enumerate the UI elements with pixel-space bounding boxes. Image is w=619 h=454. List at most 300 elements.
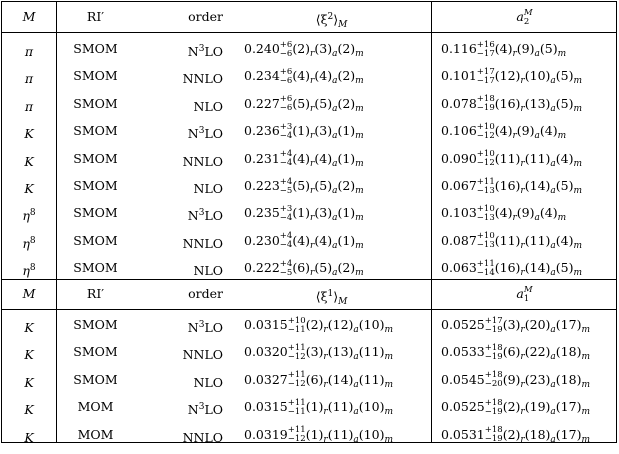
xi-moment-err-m-label: m	[384, 352, 393, 363]
table-row	[2, 172, 616, 200]
xi-moment-err-a-label: a	[332, 268, 338, 279]
order-cell	[135, 393, 232, 421]
gegenbauer-moment-err-r: (3)	[502, 317, 521, 332]
gegenbauer-moment-asym-error	[477, 123, 495, 141]
gegenbauer-moment-err-m: (5)	[555, 178, 574, 193]
order-base: NNLO	[182, 153, 223, 169]
table-row	[2, 366, 616, 394]
gegenbauer-moment-err-m-label: m	[581, 352, 590, 363]
header-m: M	[22, 286, 36, 301]
gegenbauer-moment-err-a-label: a	[550, 352, 556, 363]
xi-moment-err-r-label: r	[310, 213, 315, 224]
meson-symbol: K	[24, 153, 34, 169]
gegenbauer-moment-central: 0.106	[441, 123, 477, 139]
order-base: NNLO	[182, 71, 223, 87]
gegenbauer-moment-central: 0.103	[441, 205, 477, 221]
order-cell	[135, 62, 232, 90]
row-divider	[2, 32, 616, 33]
gegenbauer-moment-err-r-label: r	[520, 434, 525, 445]
scheme-cell: SMOM	[73, 150, 118, 166]
xi-moment-err-m: (10)	[358, 399, 385, 415]
xi-moment-central: 0.0319	[244, 426, 288, 442]
xi-moment-central: 0.0315	[244, 399, 288, 415]
order-tail: LO	[204, 126, 223, 142]
order-cell	[135, 254, 232, 282]
meson-cell	[2, 311, 56, 339]
gegenbauer-moment-asym-error	[485, 399, 503, 417]
gegenbauer-moment-asym-error	[477, 205, 495, 223]
gegenbauer-moment-err-m-label: m	[573, 76, 583, 87]
xi-moment-err-m: (11)	[358, 371, 385, 387]
gegenbauer-moment-err-r-label: r	[520, 379, 525, 390]
meson-cell	[2, 117, 56, 145]
xi-moment	[232, 227, 431, 255]
xi-moment-asym-error	[288, 426, 306, 444]
gegenbauer-moment-err-up: +10	[476, 149, 495, 160]
xi-moment	[232, 421, 431, 449]
xi-moment-err-down: −4	[279, 130, 293, 141]
xi-moment-err-a-label: a	[353, 325, 359, 335]
header-a-sub: 2	[523, 16, 530, 27]
gegenbauer-moment-err-a: (18)	[524, 426, 551, 442]
xi-moment-err-r: (1)	[305, 399, 324, 415]
xi-moment-err-r: (1)	[305, 426, 324, 442]
meson-sup: 8	[29, 263, 36, 274]
xi-moment-err-r: (4)	[292, 232, 311, 248]
xi-moment-err-m: (2)	[337, 95, 356, 111]
gegenbauer-moment	[431, 421, 618, 449]
xi-moment-err-r: (5)	[292, 95, 311, 111]
meson-symbol: K	[24, 429, 34, 445]
meson-sup: 8	[29, 208, 36, 219]
gegenbauer-moment-err-m-label: m	[581, 407, 590, 418]
xi-moment-err-a: (11)	[327, 399, 354, 415]
xi-moment-err-a: (3)	[314, 41, 333, 56]
order-cell	[135, 311, 232, 339]
table-row	[2, 90, 616, 118]
gegenbauer-moment-err-a-label: a	[550, 103, 556, 114]
xi-moment-err-a: (4)	[314, 150, 333, 166]
xi-moment-err-m-label: m	[355, 213, 364, 224]
xi-moment-err-r-label: r	[310, 268, 315, 279]
gegenbauer-moment-err-down: −12	[476, 158, 495, 169]
row-divider	[2, 309, 616, 310]
order-sup: 3	[198, 208, 205, 219]
xi-moment-err-m-label: m	[355, 186, 364, 196]
xi-moment-err-down: −4	[279, 212, 293, 223]
xi-moment-err-r-label: r	[310, 240, 315, 251]
gegenbauer-moment-err-m-label: m	[581, 325, 590, 335]
gegenbauer-moment-err-a: (11)	[524, 150, 551, 166]
gegenbauer-moment-err-m: (5)	[555, 95, 574, 111]
gegenbauer-moment-err-down: −14	[476, 267, 495, 278]
gegenbauer-moment-err-down: −19	[484, 406, 503, 417]
gegenbauer-moment-err-r: (11)	[494, 150, 521, 166]
xi-moment-err-r: (6)	[292, 260, 311, 276]
xi-moment-err-m: (2)	[337, 178, 356, 193]
gegenbauer-moment-err-a-label: a	[550, 268, 556, 279]
xi-moment-err-a-label: a	[332, 186, 338, 196]
xi-moment-err-m: (1)	[337, 123, 356, 139]
gegenbauer-moment-err-r-label: r	[520, 240, 525, 251]
xi-moment-err-up: +4	[279, 149, 293, 160]
meson-symbol: K	[24, 181, 34, 196]
order-base: NLO	[193, 98, 223, 114]
xi-moment-err-up: +4	[279, 176, 293, 187]
xi-moment-err-r-label: r	[310, 49, 315, 59]
xi-moment-err-m-label: m	[384, 379, 393, 390]
gegenbauer-moment-err-r-label: r	[520, 158, 525, 169]
meson-symbol: π	[24, 71, 34, 87]
header-xi-open: ⟨ξ	[315, 12, 328, 27]
gegenbauer-moment-err-r-label: r	[520, 103, 525, 114]
xi-moment-err-a-label: a	[332, 76, 338, 87]
gegenbauer-moment-err-a: (13)	[524, 95, 551, 111]
header-a-indices	[524, 9, 533, 27]
order-cell	[135, 421, 232, 449]
order-sup: 3	[198, 402, 205, 413]
order-base: NNLO	[182, 429, 223, 445]
gegenbauer-moment	[431, 35, 618, 63]
xi-moment-asym-error	[280, 178, 293, 196]
order-base: N	[187, 402, 199, 418]
xi-moment	[232, 254, 431, 282]
gegenbauer-moment-err-m: (4)	[539, 205, 558, 221]
xi-moment-err-m-label: m	[355, 268, 364, 279]
gegenbauer-moment-err-a: (10)	[524, 68, 551, 84]
gegenbauer-moment-err-down: −13	[476, 212, 495, 223]
header-gegenbauer	[431, 280, 618, 308]
gegenbauer-moment-err-r: (4)	[494, 41, 513, 56]
xi-moment-err-r-label: r	[310, 158, 315, 169]
gegenbauer-moment-err-a: (23)	[524, 371, 551, 387]
scheme-cell: SMOM	[73, 344, 118, 360]
xi-moment	[232, 90, 431, 118]
xi-moment-err-up: +11	[287, 342, 306, 353]
xi-moment-err-a-label: a	[332, 103, 338, 114]
meson-cell	[2, 35, 56, 63]
xi-moment-err-a-label: a	[353, 407, 359, 418]
xi-moment-central: 0.0327	[244, 371, 288, 387]
scheme-cell: SMOM	[73, 260, 118, 276]
header-a: a	[516, 9, 524, 24]
xi-moment-err-up: +6	[279, 39, 293, 50]
gegenbauer-moment	[431, 172, 618, 200]
gegenbauer-moment-err-m-label: m	[573, 186, 583, 196]
xi-moment-err-a: (5)	[314, 260, 333, 276]
gegenbauer-moment-err-r: (16)	[494, 178, 521, 193]
gegenbauer-moment	[431, 366, 618, 394]
xi-moment-err-a: (12)	[327, 317, 354, 332]
xi-moment-err-up: +3	[279, 203, 293, 214]
gegenbauer-moment-err-m: (4)	[555, 232, 574, 248]
gegenbauer-moment-err-down: −19	[484, 324, 503, 335]
gegenbauer-moment-err-down: −13	[476, 185, 495, 196]
xi-moment-asym-error	[288, 344, 306, 362]
order-base: NLO	[193, 181, 223, 196]
gegenbauer-moment-err-up: +11	[476, 176, 495, 187]
xi-moment-err-up: +11	[287, 425, 306, 436]
gegenbauer-moment-err-a: (14)	[524, 260, 551, 276]
xi-moment-err-a-label: a	[353, 352, 359, 363]
xi-moment-err-r-label: r	[323, 325, 328, 335]
table-row	[2, 145, 616, 173]
scheme-cell: SMOM	[73, 123, 118, 139]
order-cell	[135, 199, 232, 227]
header-a-sup: M	[523, 7, 533, 18]
gegenbauer-moment-err-a-label: a	[534, 213, 540, 224]
gegenbauer-moment	[431, 227, 618, 255]
xi-moment-err-a: (5)	[314, 95, 333, 111]
order-base: N	[187, 208, 199, 224]
xi-moment-err-m: (1)	[337, 150, 356, 166]
gegenbauer-moment-err-a: (20)	[524, 317, 551, 332]
gegenbauer-moment-err-m-label: m	[557, 213, 567, 224]
gegenbauer-moment-central: 0.0533	[441, 344, 485, 360]
gegenbauer-moment-err-m: (17)	[555, 426, 582, 442]
meson-cell	[2, 338, 56, 366]
xi-moment-central: 0.223	[244, 178, 280, 193]
xi-moment-err-a-label: a	[332, 49, 338, 59]
xi-moment-err-down: −11	[287, 406, 306, 417]
xi-moment-asym-error	[280, 260, 293, 278]
xi-moment-err-a: (13)	[327, 344, 354, 360]
meson-cell	[2, 421, 56, 449]
gegenbauer-moment-err-a: (19)	[524, 399, 551, 415]
gegenbauer-moment-central: 0.0545	[441, 371, 485, 387]
meson-symbol: π	[24, 44, 34, 59]
gegenbauer-moment-asym-error	[477, 68, 495, 86]
xi-moment-err-down: −11	[287, 324, 306, 335]
xi-moment-central: 0.235	[244, 205, 280, 221]
gegenbauer-moment-err-a: (11)	[524, 232, 551, 248]
gegenbauer-moment-err-r: (9)	[502, 371, 521, 387]
gegenbauer-moment-central: 0.0531	[441, 426, 485, 442]
xi-moment-asym-error	[288, 317, 306, 335]
xi-moment-err-a: (4)	[314, 232, 333, 248]
meson-symbol: K	[24, 347, 34, 363]
xi-moment	[232, 338, 431, 366]
order-cell	[135, 117, 232, 145]
gegenbauer-moment-err-down: −17	[476, 48, 495, 59]
gegenbauer-moment-err-m: (17)	[555, 399, 582, 415]
header-xi-power: 2	[327, 12, 334, 22]
xi-moment-err-up: +11	[287, 397, 306, 408]
gegenbauer-moment-err-m-label: m	[557, 49, 567, 59]
gegenbauer-moment-err-m-label: m	[573, 240, 583, 251]
gegenbauer-moment-asym-error	[477, 232, 495, 250]
xi-moment-err-down: −12	[287, 351, 306, 362]
gegenbauer-moment-err-r-label: r	[520, 268, 525, 279]
gegenbauer-moment-err-r: (16)	[494, 95, 521, 111]
order-base: N	[187, 320, 199, 335]
xi-moment-err-down: −6	[279, 48, 293, 59]
xi-moment-err-down: −5	[279, 185, 293, 196]
xi-moment-err-a: (3)	[314, 205, 333, 221]
order-sup: 3	[198, 320, 205, 330]
gegenbauer-moment-err-up: +16	[476, 39, 495, 50]
xi-moment-err-a: (3)	[314, 123, 333, 139]
header-row	[2, 280, 616, 308]
gegenbauer-moment-err-a-label: a	[550, 186, 556, 196]
gegenbauer-moment-err-up: +10	[476, 231, 495, 242]
xi-moment-err-r-label: r	[310, 186, 315, 196]
xi-moment-err-a: (4)	[314, 68, 333, 84]
header-xi-close: ⟩	[333, 12, 339, 27]
gegenbauer-moment-err-a: (9)	[516, 41, 535, 56]
gegenbauer-moment-err-a-label: a	[550, 76, 556, 87]
scheme-cell: SMOM	[73, 205, 118, 221]
meson-symbol: K	[24, 126, 34, 142]
gegenbauer-moment-err-a: (14)	[524, 178, 551, 193]
xi-moment-err-m-label: m	[384, 325, 393, 335]
gegenbauer-moment-err-m-label: m	[581, 434, 590, 445]
header-ri: RI′	[86, 286, 105, 301]
xi-moment-err-r: (3)	[305, 344, 324, 360]
header-a-indices	[524, 286, 533, 304]
gegenbauer-moment-err-m-label: m	[557, 131, 567, 142]
header-xi-moment	[232, 280, 431, 308]
xi-moment-err-r: (2)	[292, 41, 311, 56]
gegenbauer-moment-err-up: +11	[476, 258, 495, 269]
gegenbauer-moment-err-a-label: a	[550, 325, 556, 335]
xi-moment-err-up: +11	[287, 370, 306, 381]
gegenbauer-moment-err-down: −12	[476, 130, 495, 141]
xi-moment-central: 0.231	[244, 150, 280, 166]
scheme-cell: MOM	[77, 426, 114, 442]
scheme-cell: SMOM	[73, 41, 118, 56]
gegenbauer-moment-central: 0.116	[441, 41, 477, 56]
gegenbauer-moment-asym-error	[477, 95, 495, 113]
gegenbauer-moment-err-m: (17)	[555, 317, 582, 332]
meson-symbol: K	[24, 320, 34, 335]
xi-moment-err-up: +3	[279, 121, 293, 132]
meson-symbol: K	[24, 402, 34, 418]
xi-moment-asym-error	[280, 123, 293, 141]
gegenbauer-moment-asym-error	[477, 260, 495, 278]
gegenbauer-moment-err-up: +17	[484, 315, 503, 326]
xi-moment-central: 0.0315	[244, 317, 288, 332]
gegenbauer-moment-err-down: −19	[484, 351, 503, 362]
xi-moment-err-a-label: a	[332, 158, 338, 169]
xi-moment-err-down: −6	[279, 103, 293, 114]
xi-moment-central: 0.236	[244, 123, 280, 139]
gegenbauer-moment	[431, 311, 618, 339]
gegenbauer-moment	[431, 145, 618, 173]
xi-moment-err-up: +10	[287, 315, 306, 326]
gegenbauer-moment-err-r: (16)	[494, 260, 521, 276]
xi-moment-err-down: −4	[279, 158, 293, 169]
results-table	[1, 1, 617, 443]
gegenbauer-moment-asym-error	[485, 371, 503, 389]
scheme-cell: SMOM	[73, 68, 118, 84]
header-a: a	[516, 286, 524, 301]
gegenbauer-moment-central: 0.087	[441, 232, 477, 248]
xi-moment-err-m-label: m	[355, 158, 364, 169]
gegenbauer-moment-err-a-label: a	[534, 131, 540, 142]
meson-symbol: π	[24, 98, 34, 114]
xi-moment-err-up: +4	[279, 231, 293, 242]
gegenbauer-moment-central: 0.0525	[441, 399, 485, 415]
xi-moment-err-up: +4	[279, 258, 293, 269]
xi-moment-central: 0.234	[244, 68, 280, 84]
header-order: order	[188, 9, 223, 24]
gegenbauer-moment-err-m: (5)	[555, 68, 574, 84]
gegenbauer-moment-err-a-label: a	[550, 158, 556, 169]
xi-moment-err-a-label: a	[332, 240, 338, 251]
gegenbauer-moment-err-a: (9)	[516, 123, 535, 139]
gegenbauer-moment-err-r: (4)	[494, 123, 513, 139]
meson-cell	[2, 393, 56, 421]
meson-symbol: K	[24, 374, 34, 390]
gegenbauer-moment-err-down: −19	[476, 103, 495, 114]
header-a-sup: M	[523, 284, 533, 295]
xi-moment	[232, 117, 431, 145]
table-row	[2, 62, 616, 90]
table-row	[2, 227, 616, 255]
meson-sup: 8	[29, 235, 36, 246]
xi-moment-asym-error	[280, 68, 293, 86]
xi-moment-err-m: (10)	[358, 426, 385, 442]
order-tail: LO	[204, 320, 223, 335]
gegenbauer-moment-err-up: +18	[484, 425, 503, 436]
order-tail: LO	[204, 402, 223, 418]
gegenbauer-moment-err-up: +10	[476, 203, 495, 214]
meson-cell	[2, 145, 56, 173]
xi-moment-err-r-label: r	[323, 434, 328, 445]
xi-moment-err-m-label: m	[355, 49, 364, 59]
xi-moment-central: 0.230	[244, 232, 280, 248]
gegenbauer-moment-central: 0.063	[441, 260, 477, 276]
gegenbauer-moment-err-a: (22)	[524, 344, 551, 360]
xi-moment-central: 0.0320	[244, 344, 288, 360]
gegenbauer-moment-central: 0.0525	[441, 317, 485, 332]
xi-moment-err-r: (2)	[305, 317, 324, 332]
order-tail: LO	[204, 44, 223, 59]
header-ri: RI′	[86, 9, 105, 24]
xi-moment	[232, 35, 431, 63]
order-cell	[135, 35, 232, 63]
xi-moment-err-m: (2)	[337, 41, 356, 56]
xi-moment-err-m-label: m	[384, 407, 393, 418]
xi-moment	[232, 393, 431, 421]
xi-moment-err-m: (2)	[337, 68, 356, 84]
gegenbauer-moment-err-m: (18)	[555, 344, 582, 360]
gegenbauer-moment-err-m: (5)	[539, 41, 558, 56]
xi-moment-err-a-label: a	[332, 131, 338, 142]
gegenbauer-moment-err-up: +18	[484, 397, 503, 408]
scheme-cell: SMOM	[73, 178, 118, 193]
xi-moment-err-m: (11)	[358, 344, 385, 360]
xi-moment-err-a: (14)	[327, 371, 354, 387]
xi-moment-err-a: (5)	[314, 178, 333, 193]
header-order: order	[188, 286, 223, 301]
gegenbauer-moment-err-a-label: a	[534, 49, 540, 59]
gegenbauer-moment-err-down: −13	[476, 240, 495, 251]
gegenbauer-moment-err-r-label: r	[520, 325, 525, 335]
table-row	[2, 254, 616, 282]
xi-moment-central: 0.227	[244, 95, 280, 111]
xi-moment	[232, 366, 431, 394]
meson-cell	[2, 366, 56, 394]
xi-moment-err-m-label: m	[355, 76, 364, 87]
gegenbauer-moment	[431, 254, 618, 282]
xi-moment-central: 0.222	[244, 260, 280, 276]
xi-moment-central: 0.240	[244, 41, 280, 56]
gegenbauer-moment-central: 0.101	[441, 68, 477, 84]
gegenbauer-moment-err-up: +10	[476, 121, 495, 132]
gegenbauer-moment-asym-error	[477, 41, 495, 59]
